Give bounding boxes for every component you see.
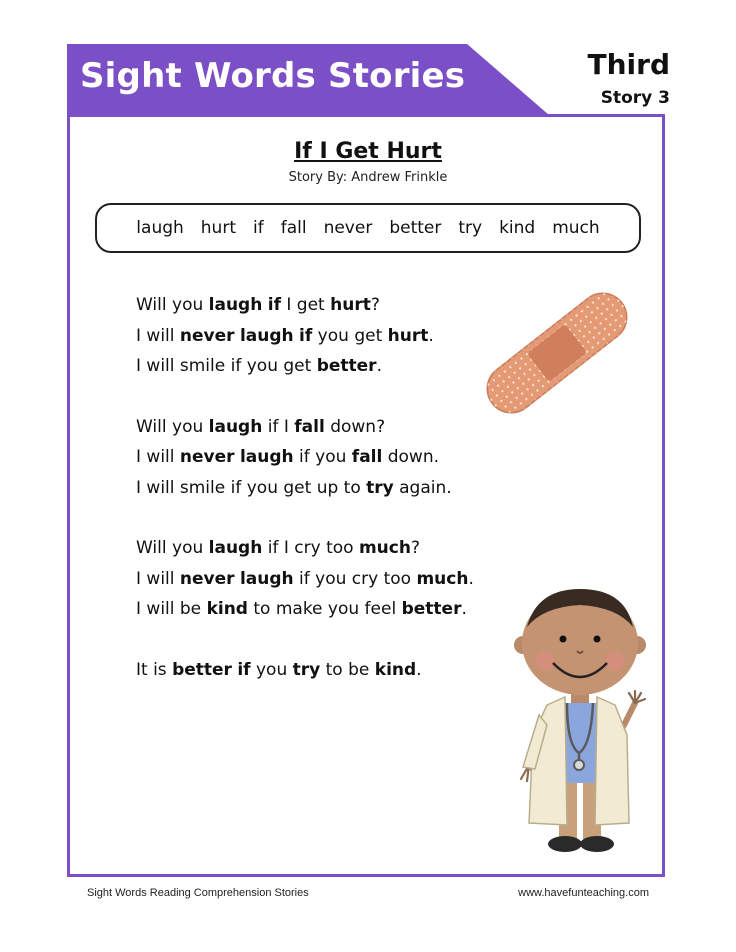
- story-line: [136, 442, 474, 473]
- sight-word: try: [458, 218, 483, 238]
- sight-word-highlight: never: [179, 568, 235, 589]
- story-text-segment: if I: [262, 416, 295, 437]
- footer-website: www.havefunteaching.com: [518, 887, 649, 899]
- story-text-segment: I will smile if you get: [136, 356, 317, 376]
- bandage-icon: [472, 278, 642, 428]
- sight-word-highlight: try: [292, 659, 321, 680]
- story-line: [136, 655, 474, 686]
- story-line: [136, 564, 474, 595]
- sight-word-highlight: laugh: [208, 416, 263, 437]
- sight-word-highlight: fall: [294, 416, 325, 437]
- sight-word-highlight: never: [179, 447, 235, 467]
- story-text-segment: I will smile if you get up to: [136, 477, 367, 498]
- story-line: [136, 351, 474, 382]
- story-text-segment: if you: [293, 447, 352, 467]
- sight-word-highlight: kind: [374, 659, 417, 680]
- sight-word-highlight: if: [237, 659, 251, 680]
- story-text-segment: to be: [320, 659, 375, 680]
- doctor-boy-icon: [507, 585, 657, 860]
- sight-word-highlight: laugh: [208, 538, 263, 558]
- story-text-segment: .: [416, 659, 422, 680]
- sight-word: hurt: [200, 218, 236, 238]
- story-line: [136, 290, 474, 321]
- story-text: [136, 290, 474, 715]
- story-text-segment: .: [376, 356, 382, 376]
- sight-word: better: [389, 218, 442, 238]
- sight-word-highlight: laugh: [239, 447, 294, 467]
- story-text-segment: .: [468, 568, 474, 589]
- story-text-segment: It is: [136, 659, 173, 680]
- sight-word-highlight: better: [172, 659, 232, 680]
- story-text-segment: I get: [280, 295, 331, 315]
- story-text-segment: I will: [136, 325, 180, 346]
- story-text-segment: again.: [393, 477, 452, 498]
- footer-left: Sight Words Reading Comprehension Stories: [87, 887, 309, 899]
- story-stanza: [136, 655, 474, 686]
- sight-word-highlight: better: [316, 356, 377, 376]
- story-byline: Story By: Andrew Frinkle: [288, 170, 448, 185]
- story-line: [136, 412, 474, 443]
- sight-word: never: [323, 218, 373, 238]
- story-text-segment: .: [428, 325, 434, 346]
- banner-title: Sight Words Stories: [80, 56, 466, 96]
- story-text-segment: if you cry too: [293, 568, 417, 589]
- story-text-segment: to make you feel: [247, 599, 402, 619]
- story-text-segment: down.: [382, 447, 440, 467]
- sight-word: fall: [280, 218, 307, 238]
- sight-word-highlight: try: [366, 477, 394, 498]
- story-line: [136, 473, 474, 504]
- sight-word-highlight: hurt: [387, 325, 429, 346]
- story-number: Story 3: [600, 88, 670, 108]
- sight-word-highlight: never: [179, 325, 235, 346]
- sight-word-bank: [95, 203, 641, 253]
- story-text-segment: ?: [370, 295, 380, 315]
- story-text-segment: Will you: [136, 538, 209, 558]
- story-text-segment: ?: [410, 538, 420, 558]
- story-text-segment: Will you: [136, 416, 209, 437]
- story-text-segment: I will: [136, 447, 180, 467]
- sight-word: if: [253, 218, 264, 238]
- sight-word-highlight: much: [358, 538, 411, 558]
- story-text-segment: .: [461, 599, 467, 619]
- story-stanza: [136, 533, 474, 625]
- story-text-segment: down?: [324, 416, 386, 437]
- story-text-segment: you get: [312, 325, 388, 346]
- sight-word-highlight: kind: [206, 599, 248, 619]
- sight-word: kind: [499, 218, 536, 238]
- story-line: [136, 533, 474, 564]
- story-text-segment: I will be: [136, 599, 207, 619]
- story-title: If I Get Hurt: [294, 139, 442, 164]
- sight-word-highlight: if: [299, 325, 313, 346]
- sight-word-highlight: better: [401, 599, 462, 619]
- sight-word: laugh: [136, 218, 184, 238]
- sight-word-highlight: laugh: [208, 295, 263, 315]
- story-text-segment: I will: [136, 568, 180, 589]
- story-line: [136, 321, 474, 352]
- sight-word: much: [552, 218, 600, 238]
- sight-word-highlight: hurt: [330, 295, 371, 315]
- story-line: [136, 594, 474, 625]
- sight-word-highlight: if: [267, 295, 281, 315]
- story-text-segment: if I cry too: [262, 538, 359, 558]
- story-stanza: [136, 412, 474, 504]
- sight-word-highlight: laugh: [239, 325, 294, 346]
- sight-word-highlight: fall: [351, 447, 383, 467]
- sight-word-highlight: laugh: [239, 568, 294, 589]
- grade-label: Third: [587, 48, 670, 81]
- story-text-segment: Will you: [136, 295, 209, 315]
- sight-word-highlight: much: [416, 568, 469, 589]
- story-stanza: [136, 290, 474, 382]
- story-text-segment: you: [250, 659, 293, 680]
